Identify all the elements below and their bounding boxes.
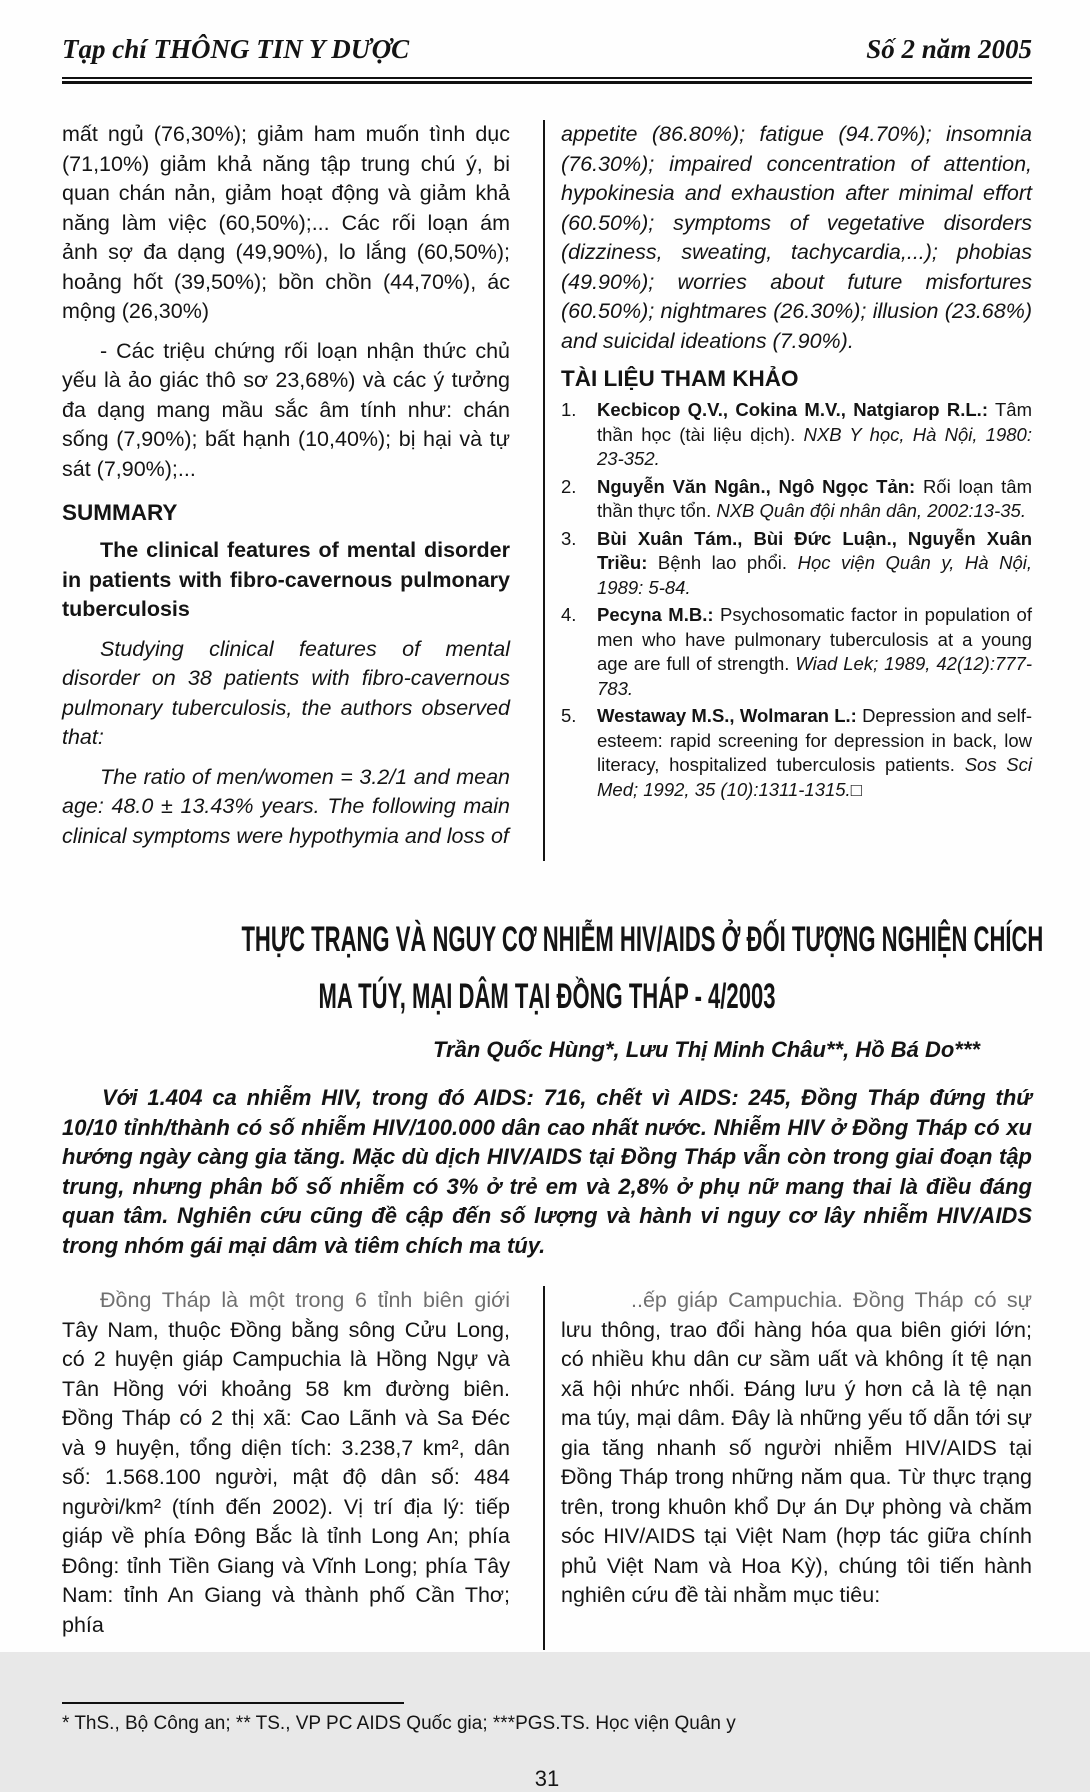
journal-title: Tạp chí THÔNG TIN Y DƯỢC [62,34,410,64]
reference-number: 5. [561,705,577,726]
references-heading: TÀI LIỆU THAM KHẢO [561,366,799,391]
summary-title: The clinical features of mental disorder in patients with fibro-cavernous pulmonary tuberculosis [62,538,510,621]
article1-paragraph: - Các triệu chứng rối loạn nhận thức chủ yếu là ảo giác thô sơ 23,68%) và các ý tưởng đa dạng mang mầu sắc âm tính như: chán sống (7,90%); bất hạnh (10,40%); bị hại và tự sát (7,90%);... [62,338,510,481]
header-rule [62,77,1032,84]
article2-left-column [62,1286,510,1650]
article2-title-line1: THỰC TRẠNG VÀ NGUY CƠ NHIỄM HIV/AIDS Ở ĐỐI TƯỢNG NGHIỆN CHÍCH [241,920,1044,959]
reference-item [561,704,1032,802]
page-header [62,34,1032,65]
article2-abstract: Với 1.404 ca nhiễm HIV, trong đó AIDS: 716, chết vì AIDS: 245, Đồng Tháp đứng thứ 10/10 tỉnh/thành có số nhiễm HIV/100.000 dân cao nhất nước. Nhiễm HIV ở Đồng Tháp có xu hướng ngày càng gia tăng. Mặc dù dịch HIV/AIDS tại Đồng Tháp vẫn còn trong giai đoạn tập trung, nhưng phân bố số nhiễm có 3% ở trẻ em và 2,8% ở phụ nữ mang thai là điều đáng quan tâm. Nghiên cứu cũng đề cập đến số lượng và hành vi nguy cơ lây nhiễm HIV/AIDS trong nhóm gái mại dâm và tiêm chích ma túy. [62,1085,1032,1258]
article1-columns [62,120,1032,861]
reference-text: Pecyna M.B.: Psychosomatic factor in population of men who have pulmonary tuberculosis at a young age are full of strength. Wiad Lek; 1989, 42(12):777-783. [597,604,1033,699]
article2-title-line2: MA TÚY, MẠI DÂM TẠI ĐỒNG THÁP - 4/2003 [318,977,776,1016]
reference-item [561,398,1032,472]
footnote-rule [62,1702,404,1704]
reference-number: 3. [561,527,577,549]
reference-item [561,475,1032,524]
summary-paragraph: The ratio of men/women = 3.2/1 and mean age: 48.0 ± 13.43% years. The following main clinical symptoms were hypothymia and loss of [62,764,510,848]
reference-text: Nguyễn Văn Ngân., Ngô Ngọc Tản: Rối loạn tâm thần thực tổn. NXB Quân đội nhân dân, 2002:13-35. [597,475,1032,521]
reference-text: Kecbicop Q.V., Cokina M.V., Natgiarop R.L.: Tâm thần học (tài liệu dịch). NXB Y học, Hà Nội, 1980: 23-352. [597,399,1033,469]
reference-number: 2. [561,475,577,497]
article2-body-paragraph: Đồng Tháp là một trong 6 tỉnh biên giới Tây Nam, thuộc Đồng bằng sông Cửu Long, có 2 huyện giáp Campuchia là Hồng Ngự và Tân Hồng với khoảng 58 km đường biên. Đồng Tháp có 2 thị xã: Cao Lãnh và Sa Đéc và 9 huyện, tổng diện tích: 3.238,7 km², dân số: 1.568.100 người, mật độ dân số: 484 người/km² (tính đến 2002). Vị trí địa lý: tiếp giáp về phía Đông Bắc là tỉnh Long An; phía Đông: tỉnh Tiền Giang và Vĩnh Long; phía Tây Nam: tỉnh An Giang và thành phố Cần Thơ; phía [62,1288,510,1637]
article1-left-column [62,120,510,861]
reference-number: 1. [561,399,577,420]
reference-text: Westaway M.S., Wolmaran L.: Depression and self-esteem: rapid screening for depression in back, low literacy, hospitalized tuberculosis patients. Sos Sci Med; 1992, 35 (10):1311-1315.□ [597,705,1033,800]
article1-paragraph: mất ngủ (76,30%); giảm ham muốn tình dục (71,10%) giảm khả năng tập trung chú ý, bi quan chán nản, giảm hoạt động và giảm khả năng làm việc (60,50%);... Các rối loạn ám ảnh sợ đa dạng (49,90%), lo lắng (60,50%); hoảng hốt (39,50%); bồn chồn (44,70%), ác mộng (26,30%) [62,122,510,323]
article1-right-column [543,120,1032,861]
reference-text: Bùi Xuân Tám., Bùi Đức Luận., Nguyễn Xuân Triều: Bệnh lao phổi. Học viện Quân y, Hà Nội, 1989: 5-84. [597,527,1032,598]
summary-paragraph: Studying clinical features of mental disorder on 38 patients with fibro-cavernous pulmonary tuberculosis, the authors observed that: [62,636,510,749]
article2-body-paragraph: ..ếp giáp Campuchia. Đồng Tháp có sự lưu thông, trao đổi hàng hóa qua biên giới lớn; có nhiều khu dân cư sầm uất và không ít tệ nạn xã hội nhức nhối. Đáng lưu ý hơn cả là tệ nạn ma túy, mại dâm. Đây là những yếu tố dẫn tới sự gia tăng nhanh số người nhiễm HIV/AIDS tại Đồng Tháp trong những năm qua. Từ thực trạng trên, trong khuôn khổ Dự án Dự phòng và chăm sóc HIV/AIDS tại Việt Nam (hợp tác giữa chính phủ Việt Nam và Hoa Kỳ), chúng tôi tiến hành nghiên cứu đề tài nhằm mục tiêu: [561,1288,1032,1607]
footnote: * ThS., Bộ Công an; ** TS., VP PC AIDS Quốc gia; ***PGS.TS. Học viện Quân y [62,1713,736,1734]
issue-label: Số 2 năm 2005 [866,34,1032,64]
reference-item [561,603,1032,701]
article2-right-column [543,1286,1032,1650]
article2-title [62,911,1044,1025]
article2-columns [62,1286,1032,1650]
page-number: 31 [534,1766,560,1791]
summary-heading: SUMMARY [62,500,178,525]
header-rule-thick [62,81,1032,84]
summary-continuation: appetite (86.80%); fatigue (94.70%); insomnia (76.30%); impaired concentration of attention, hypokinesia and exhaustion after minimal effort (60.50%); symptoms of vegetative disorders (dizziness, sweating, tachycardia,...); phobias (49.90%); worries about future misfortures (60.50%); nightmares (26.30%); illusion (23.68%) and suicidal ideations (7.90%). [561,122,1032,353]
article2-authors: Trần Quốc Hùng*, Lưu Thị Minh Châu**, Hồ Bá Do*** [433,1037,980,1062]
reference-number: 4. [561,604,577,625]
reference-item [561,527,1032,601]
